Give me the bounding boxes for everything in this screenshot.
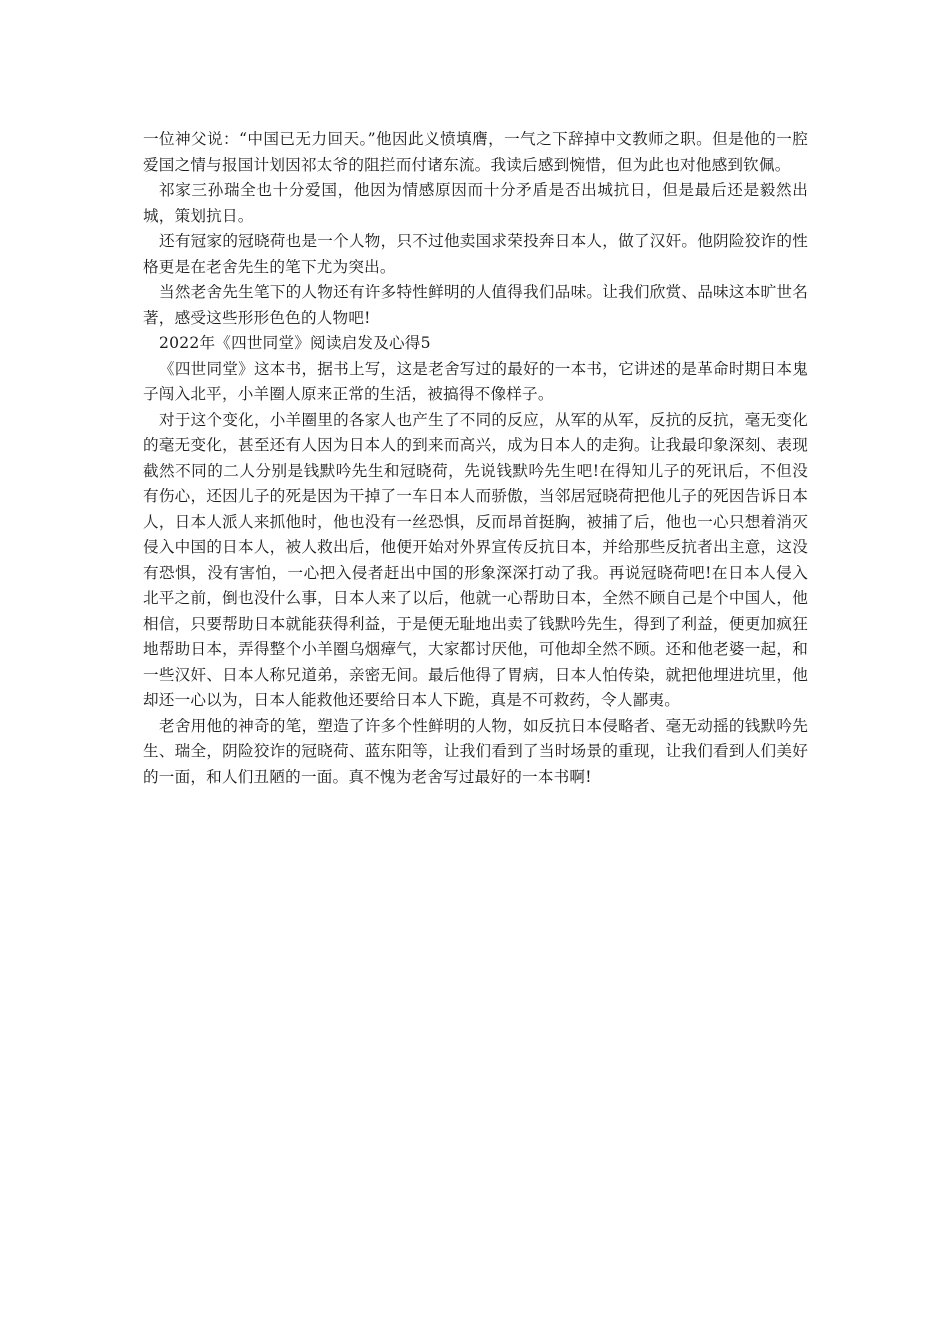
paragraph: 对于这个变化，小羊圈里的各家人也产生了不同的反应，从军的从军，反抗的反抗，毫无变化的毫无变化，甚至还有人因为日本人的到来而高兴，成为日本人的走狗。让我最印象深刻、表现截然不同的二人分别是钱默吟先生和冠晓荷，先说钱默吟先生吧!在得知儿子的死讯后，不但没有伤心，还因儿子的死是因为干掉了一车日本人而骄傲，当邻居冠晓荷把他儿子的死因告诉日本人，日本人派人来抓他时，他也没有一丝恐惧，反而昂首挺胸，被捕了后，他也一心只想着消灭侵入中国的日本人，被人救出后，他便开始对外界宣传反抗日本，并给那些反抗者出主意，这没有恐惧，没有害怕，一心把入侵者赶出中国的形象深深打动了我。再说冠晓荷吧!在日本人侵入北平之前，倒也没什么事，日本人来了以后，他就一心帮助日本，全然不顾自己是个中国人，他相信，只要帮助日本就能获得利益，于是便无耻地出卖了钱默吟先生，得到了利益，便更加疯狂地帮助日本，弄得整个小羊圈乌烟瘴气，大家都讨厌他，可他却全然不顾。还和他老婆一起，和一些汉奸、日本人称兄道弟，亲密无间。最后他得了胃病，日本人怕传染，就把他埋进坑里，他却还一心以为，日本人能救他还要给日本人下跪，真是不可救药，令人鄙夷。 [143, 410, 808, 709]
paragraph: 《四世同堂》这本书，据书上写，这是老舍写过的最好的一本书，它讲述的是革命时期日本鬼子闯入北平，小羊圈人原来正常的生活，被搞得不像样子。 [143, 359, 808, 403]
section-heading: 2022年《四世同堂》阅读启发及心得5 [159, 334, 431, 352]
paragraph: 老舍用他的神奇的笔，塑造了许多个性鲜明的人物，如反抗日本侵略者、毫无动摇的钱默吟先生、瑞全，阴险狡诈的冠晓荷、蓝东阳等，让我们看到了当时场景的重现，让我们看到人们美好的一面，和人们丑陋的一面。真不愧为老舍写过最好的一本书啊! [143, 716, 808, 786]
paragraph: 祁家三孙瑞全也十分爱国，他因为情感原因而十分矛盾是否出城抗日，但是最后还是毅然出城，策划抗日。 [143, 181, 808, 225]
paragraph: 当然老舍先生笔下的人物还有许多特性鲜明的人值得我们品味。让我们欣赏、品味这本旷世名著，感受这些形形色色的人物吧! [143, 283, 808, 327]
paragraph: 一位神父说：“中国已无力回天。”他因此义愤填膺，一气之下辞掉中文教师之职。但是他的一腔爱国之情与报国计划因祁太爷的阻拦而付诸东流。我读后感到惋惜，但为此也对他感到钦佩。 [143, 130, 808, 174]
document-body [143, 127, 808, 790]
paragraph: 还有冠家的冠晓荷也是一个人物，只不过他卖国求荣投奔日本人，做了汉奸。他阴险狡诈的性格更是在老舍先生的笔下尤为突出。 [143, 232, 808, 276]
